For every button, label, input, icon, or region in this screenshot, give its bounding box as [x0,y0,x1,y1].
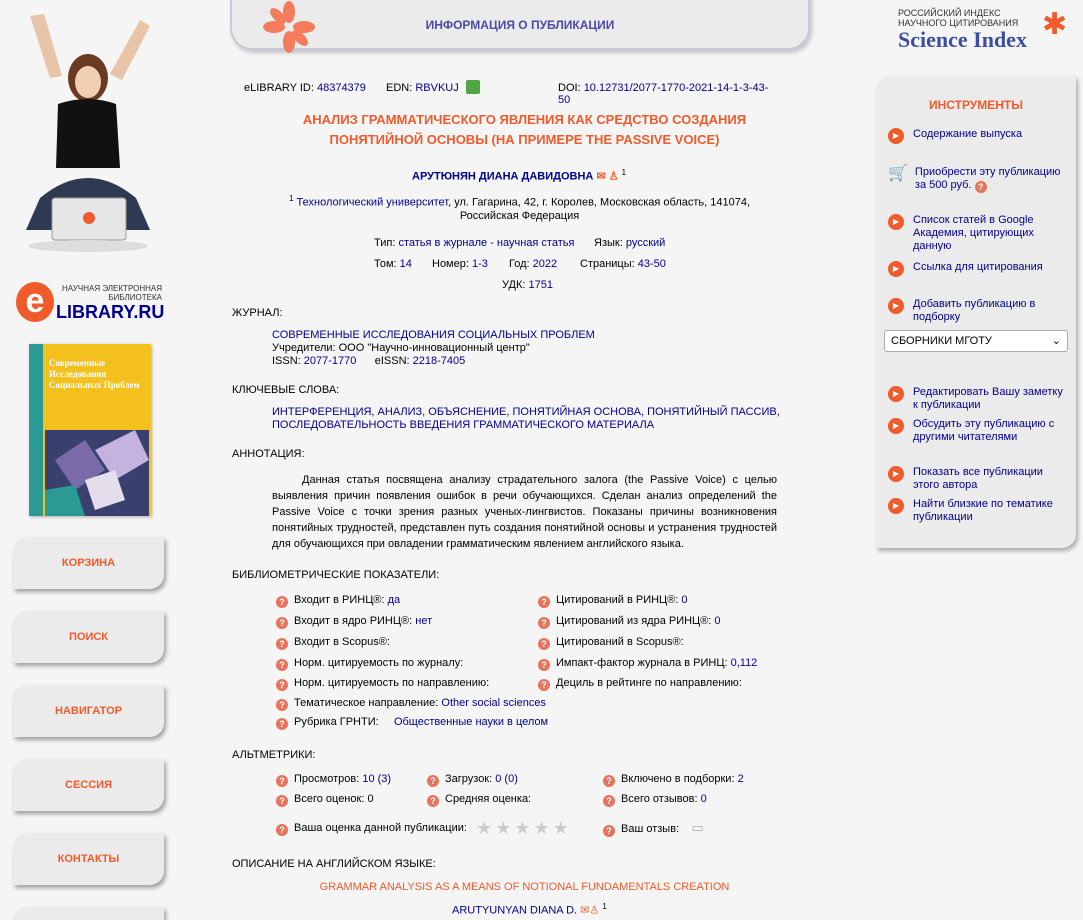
alt-label: Средняя оценка: [445,793,532,805]
altmetrics-heading: АЛЬТМЕТРИКИ: [232,749,316,761]
science-index-title: Science Index [898,27,1027,52]
metric-value[interactable]: Общественные науки в целом [393,716,549,728]
metric-norm-journal [276,657,463,671]
eissn-value[interactable]: 2218-7405 [412,355,466,367]
tool-buy[interactable] [888,166,1070,193]
tool-cite-link[interactable] [888,261,1070,277]
tool-label: Ссылка для цитирования [913,261,1043,273]
nav-cart-button[interactable]: КОРЗИНА [13,537,164,589]
science-index-logo[interactable] [898,8,1073,58]
tool-label: Найти близкие по тематике публикации [913,498,1053,523]
keywords-line-2[interactable]: ПОСЛЕДОВАТЕЛЬНОСТЬ ВВЕДЕНИЯ ГРАММАТИЧЕСКОГО МАТЕРИАЛА [272,419,655,431]
english-author [452,902,607,917]
alt-value[interactable]: 2 [737,773,744,785]
tool-author-publications[interactable] [888,466,1070,492]
nav-extra-button[interactable] [13,907,164,920]
metric-label: Цитирований в Scopus®: [556,636,684,648]
metric-decile [538,677,742,691]
alt-value: 0 [367,793,374,805]
metric-label: Импакт-фактор журнала в РИНЦ: [556,657,728,669]
metric-value[interactable]: нет [415,615,433,627]
journal-heading: ЖУРНАЛ: [232,307,283,319]
alt-label: Загрузок: [445,773,493,785]
tool-issue-contents[interactable] [888,128,1070,144]
help-icon[interactable]: ? [538,638,550,650]
pub-udk [502,279,553,291]
pub-udk-value[interactable]: 1751 [528,279,553,291]
help-icon[interactable]: ? [276,699,288,711]
play-icon: ▶ [888,214,904,230]
keywords-heading: КЛЮЧЕВЫЕ СЛОВА: [232,384,340,396]
elibrary-id [244,82,366,94]
tool-label: Содержание выпуска [913,128,1023,140]
tool-label [915,166,1070,193]
play-icon: ▶ [888,418,904,434]
alt-label: Всего отзывов: [621,793,698,805]
help-icon[interactable]: ? [276,718,288,730]
pub-volume [374,258,412,270]
pub-number-value[interactable]: 1-3 [471,258,488,270]
metric-value[interactable]: 0,112 [730,657,758,669]
affiliation-address: , ул. Гагарина, 42, г. Королев, Московская область, 141074, Российская Федерация [448,196,750,222]
english-heading: ОПИСАНИЕ НА АНГЛИЙСКОМ ЯЗЫКЕ: [232,858,436,870]
metric-rinc [276,594,400,608]
tool-label: Добавить публикацию в подборку [913,298,1036,323]
cover-artwork [45,430,149,516]
page-header-tab [230,0,810,50]
alt-views [276,773,391,787]
alt-reviews [603,793,707,807]
pub-year [509,258,557,270]
rating-stars[interactable]: ★★★★★ [476,818,572,838]
tools-heading: ИНСТРУМЕНТЫ [928,98,1024,112]
pub-type-label: Тип: [374,237,396,249]
pub-volume-value[interactable]: 14 [399,258,412,270]
pub-number-label: Номер: [432,258,469,270]
metric-value[interactable]: 0 [714,615,721,627]
metric-label: Входит в Scopus®: [294,636,390,648]
help-icon[interactable]: ? [538,679,550,691]
metric-impact-factor [538,657,757,671]
pub-language-value[interactable]: русский [625,237,666,249]
tool-add-to-collection[interactable] [888,298,1070,324]
english-title: GRAMMAR ANALYSIS AS A MEANS OF NOTIONAL FUNDAMENTALS CREATION [319,881,730,893]
collection-select[interactable] [884,330,1068,352]
help-icon[interactable]: ? [427,795,439,807]
pub-year-label: Год: [509,258,530,270]
english-author-name[interactable]: ARUTYUNYAN DIANA D. [452,904,578,917]
doi-label: DOI: [558,82,581,94]
cover-stripe [29,344,43,516]
elibrary-id-value[interactable]: 48374379 [316,82,366,94]
publication-title: АНАЛИЗ ГРАММАТИЧЕСКОГО ЯВЛЕНИЯ КАК СРЕДСТВО СОЗДАНИЯ ПОНЯТИЙНОЙ ОСНОВЫ (НА ПРИМЕРЕ THE PASSIVE VOICE) [302,112,747,147]
tools-panel [876,76,1076,548]
metric-label: Тематическое направление: [294,697,439,709]
metric-norm-direction [276,677,489,691]
metric-label: Дециль в рейтинге по направлению: [556,677,742,689]
play-icon: ▶ [888,498,904,514]
tool-label: Список статей в Google Академия, цитирующих данную [913,214,1034,252]
alt-label: Просмотров: [294,773,360,785]
author-sup: 1 [621,168,627,177]
metric-value[interactable]: 0 [681,594,688,606]
metric-label: Цитирований из ядра РИНЦ®: [556,615,712,627]
help-icon[interactable]: ? [603,795,615,807]
help-icon[interactable]: ? [276,617,288,629]
play-icon: ▶ [888,261,904,277]
tool-google-scholar[interactable] [888,214,1070,253]
metric-label: Входит в ядро РИНЦ®: [294,615,413,627]
metric-thematic [276,697,546,711]
tool-edit-note[interactable] [888,386,1070,412]
help-icon[interactable]: ? [603,775,615,787]
pub-number [432,258,488,270]
help-icon[interactable]: ? [276,659,288,671]
author-name[interactable]: АРУТЮНЯН ДИАНА ДАВИДОВНА [412,170,594,183]
elibrary-e-glyph: e [16,282,54,322]
doi-value[interactable]: 10.12731/2077-1770-2021-14-1-3-43-50 [558,82,769,106]
help-icon[interactable]: ? [538,659,550,671]
science-index-line1: РОССИЙСКИЙ ИНДЕКС [898,8,1001,18]
journal-cover[interactable] [29,344,151,516]
metric-value[interactable]: Other social sciences [441,697,546,709]
help-icon[interactable]: ? [276,679,288,691]
alt-label: Всего оценок: [294,793,365,805]
journal-name[interactable]: СОВРЕМЕННЫЕ ИССЛЕДОВАНИЯ СОЦИАЛЬНЫХ ПРОБЛЕМ [272,329,595,341]
pub-language [594,237,665,249]
issn-label: ISSN: [272,355,301,367]
pub-pages-label: Страницы: [580,258,635,270]
help-icon[interactable]: ? [276,795,288,807]
edn-label: EDN: [386,82,413,94]
alt-value[interactable]: 10 (3) [362,773,392,785]
mail-icon[interactable]: ✉ [596,170,606,183]
metric-value[interactable]: да [387,594,401,606]
pub-pages-value: 43-50 [637,258,666,270]
nav-navigator-button[interactable]: НАВИГАТОР [13,685,164,737]
affiliation-sup: 1 [289,194,294,203]
alt-label: Включено в подборки: [621,773,735,785]
edn-value[interactable]: RBVKUJ [415,82,459,94]
metric-citations-rinc [538,594,688,608]
journal-founders: Учредители: ООО "Научно-инновационный центр" [272,342,530,354]
alt-label: Ваш отзыв: [621,823,680,835]
issn-value[interactable]: 2077-1770 [303,355,357,367]
pub-year-value[interactable]: 2022 [532,258,558,270]
tool-label: Показать все публикации этого автора [913,466,1043,491]
cover-title: Современные Исследования Социальных Проблем [49,358,140,390]
metric-citations-scopus [538,636,684,650]
pub-udk-label: УДК: [502,279,526,291]
nav-search-button[interactable]: ПОИСК [13,611,164,663]
nav-session-button[interactable]: СЕССИЯ [13,759,164,811]
alt-collections [603,773,744,787]
affiliation-link[interactable]: Технологический университет [296,196,449,209]
metric-scopus [276,636,390,650]
collection-select-value: СБОРНИКИ МГОТУ [891,335,992,347]
author [412,168,626,183]
journal-block [272,329,595,368]
user-icon[interactable]: ♙ [589,904,600,917]
help-icon[interactable]: ? [603,825,615,837]
tool-discuss[interactable] [888,418,1070,444]
mail-icon[interactable]: ✉ [580,904,590,917]
metric-grnti [276,716,548,730]
help-icon[interactable]: ? [975,181,987,193]
edn [386,82,459,94]
keywords-line-1[interactable]: ИНТЕРФЕРЕНЦИЯ, АНАЛИЗ, ОБЪЯСНЕНИЕ, ПОНЯТИЙНАЯ ОСНОВА, ПОНЯТИЙНЫЙ ПАССИВ, [272,406,780,418]
help-icon[interactable]: ? [276,596,288,608]
qr-code-icon[interactable] [466,80,480,94]
alt-ratings [276,793,374,807]
alt-your-review [603,820,704,837]
keywords-list [272,406,780,432]
play-icon: ▶ [888,128,904,144]
english-author-sup: 1 [602,902,607,911]
elibrary-logo[interactable] [16,282,166,326]
help-icon[interactable]: ? [538,596,550,608]
metric-rinc-core [276,615,432,629]
alt-label: Ваша оценка данной публикации: [294,822,467,834]
hero-illustration [10,8,160,258]
alt-value[interactable]: 0 [700,793,707,805]
play-icon: ▶ [888,386,904,402]
elibrary-logo-text: LIBRARY.RU [56,302,165,322]
pub-type-value[interactable]: статья в журнале - научная статья [398,237,575,249]
alt-value[interactable]: 0 (0) [495,773,518,785]
elibrary-logo-caption: НАУЧНАЯ ЭЛЕКТРОННАЯ БИБЛИОТЕКА [62,284,162,302]
tool-label-text: Приобрести эту публикацию за 500 руб. [914,166,1061,191]
comment-icon[interactable]: ▭ [691,820,704,835]
metric-label: Входит в РИНЦ®: [294,594,385,606]
pub-volume-label: Том: [374,258,397,270]
doi [558,82,780,106]
tool-label: Обсудить эту публикацию с другими читателями [913,418,1055,443]
pub-pages [580,258,666,270]
abstract-text: Данная статья посвящена анализу страдательного залога (the Passive Voice) с целью выявления причин появления ошибок в речи обучающихся. Сделан анализ определений the Passive Voice с точки зрения разных ученых-лингвистов. Показаны причины возникновения понятийных трудностей, представлен путь создания понятийной основы и устранения трудностей для обучающихся при овладении грамматическим явлением английского языка. [272,474,777,550]
alt-avg [427,793,531,807]
page-title: ИНФОРМАЦИЯ О ПУБЛИКАЦИИ [425,18,615,32]
help-icon[interactable]: ? [276,775,288,787]
user-icon[interactable]: ♙ [608,170,619,183]
help-icon[interactable]: ? [538,617,550,629]
metric-label: Цитирований в РИНЦ®: [556,594,679,606]
alt-your-rating [276,818,572,839]
pub-type [374,237,574,249]
nav-contacts-button[interactable]: КОНТАКТЫ [13,833,164,885]
elibrary-id-label: eLIBRARY ID: [244,82,314,94]
abstract-heading: АННОТАЦИЯ: [232,448,305,460]
biblio-heading: БИБЛИОМЕТРИЧЕСКИЕ ПОКАЗАТЕЛИ: [232,569,440,581]
help-icon[interactable]: ? [276,824,288,836]
eissn-label: eISSN: [374,355,410,367]
tool-label: Редактировать Вашу заметку к публикации [913,386,1063,411]
metric-label: Норм. цитируемость по журналу: [294,657,464,669]
metric-label: Норм. цитируемость по направлению: [294,677,490,689]
metric-citations-core [538,615,721,629]
pub-language-label: Язык: [594,237,623,249]
play-icon: ▶ [888,466,904,482]
cart-icon: 🛒 [888,165,908,182]
journal-issn [272,355,595,368]
play-icon: ▶ [888,298,904,314]
chevron-down-icon: ⌄ [1051,335,1061,347]
science-index-line2: НАУЧНОГО ЦИТИРОВАНИЯ [898,18,1019,28]
help-icon[interactable]: ? [427,775,439,787]
affiliation [262,192,777,223]
tool-similar[interactable] [888,498,1070,524]
metric-label: Рубрика ГРНТИ: [294,716,379,728]
asterisk-icon: ✱ [1042,8,1068,41]
alt-downloads [427,773,518,787]
help-icon[interactable]: ? [276,638,288,650]
